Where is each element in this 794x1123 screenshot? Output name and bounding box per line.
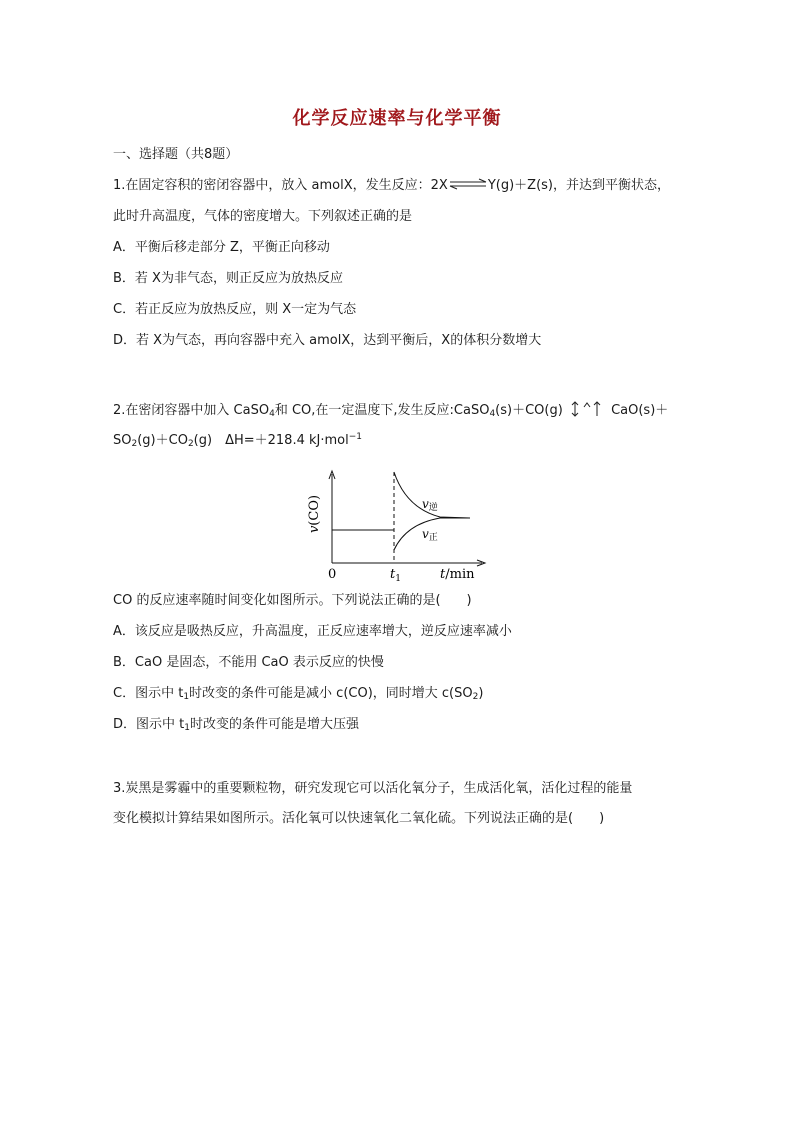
q2-caption: CO 的反应速率随时间变化如图所示。下列说法正确的是( ) (113, 593, 472, 608)
q1-stem-suffix: Y(g)＋Z(s)，并达到平衡状态， (487, 178, 670, 193)
document-title: 化学反应速率与化学平衡 (292, 108, 502, 129)
subscript: 1 (184, 723, 190, 733)
y-axis-label: v(CO) (307, 494, 322, 534)
q2-option-c-part1: C．图示中 t (113, 686, 184, 701)
q2-formula-so: SO (113, 433, 132, 448)
q2-stem-line2 (113, 432, 362, 450)
q1-option-a: A．平衡后移走部分 Z，平衡正向移动 (113, 240, 330, 255)
subscript: 2 (187, 439, 194, 449)
q3-stem-line2: 变化模拟计算结果如图所示。活化氧可以快速氧化二氧化硫。下列说法正确的是( ) (113, 811, 605, 826)
q2-stem-end: CaO(s)＋ (611, 403, 669, 418)
q3-stem-line1: 3.炭黑是雾霾中的重要颗粒物，研究发现它可以活化氧分子，生成活化氧，活化过程的能量 (113, 781, 633, 796)
q2-option-b: B．CaO 是固态，不能用 CaO 表示反应的快慢 (113, 655, 384, 670)
reverse-rate-label: v逆 (422, 497, 438, 513)
origin-label: 0 (328, 567, 337, 582)
q2-enthalpy: (g) ΔH=＋218.4 kJ·mol (193, 433, 349, 448)
q2-option-d-part2: 时改变的条件可能是增大压强 (189, 717, 359, 732)
subscript: 2 (131, 439, 138, 449)
x-axis-label: t/min (440, 567, 475, 582)
section-heading: 一、选择题（共8题） (113, 147, 239, 162)
q2-stem-mid2: (s)＋CO(g) (495, 403, 563, 418)
q2-option-a: A．该反应是吸热反应，升高温度，正反应速率增大，逆反应速率减小 (113, 624, 512, 639)
t1-label: $t_1$ (390, 567, 401, 584)
q1-option-d: D．若 X为气态，再向容器中充入 amolX，达到平衡后，X的体积分数增大 (113, 333, 542, 348)
subscript: 4 (489, 409, 496, 419)
subscript: 1 (183, 692, 190, 702)
q2-option-c (113, 685, 483, 703)
q2-option-d-part1: D．图示中 t (113, 717, 185, 732)
rate-time-graph (307, 468, 490, 584)
forward-rate-label: v正 (422, 527, 438, 543)
q1-stem-line1 (113, 177, 670, 195)
subscript: 2 (472, 692, 479, 702)
q2-stem-prefix: 2.在密闭容器中加入 CaSO (113, 403, 270, 418)
equilibrium-arrow-icon (448, 178, 488, 190)
q1-stem-prefix: 1.在固定容积的密闭容器中，放入 amolX，发生反应：2X (113, 178, 448, 193)
q1-stem-line2: 此时升高温度，气体的密度增大。下列叙述正确的是 (113, 209, 413, 224)
subscript: 4 (269, 409, 275, 419)
q2-option-c-part3: ) (478, 686, 484, 701)
q2-option-d (113, 716, 359, 734)
q2-stem-line1 (113, 400, 668, 420)
reversible-arrow-icon (567, 400, 607, 418)
q1-option-c: C．若正反应为放热反应，则 X一定为气态 (113, 302, 357, 317)
q2-stem-mid1: 和 CO,在一定温度下,发生反应:CaSO (274, 403, 490, 418)
superscript: −1 (348, 432, 362, 442)
q2-formula-co: (g)＋CO (137, 433, 188, 448)
q2-option-c-part2: 时改变的条件可能是减小 c(CO)，同时增大 c(SO (189, 686, 473, 701)
q1-option-b: B．若 X为非气态，则正反应为放热反应 (113, 271, 343, 286)
